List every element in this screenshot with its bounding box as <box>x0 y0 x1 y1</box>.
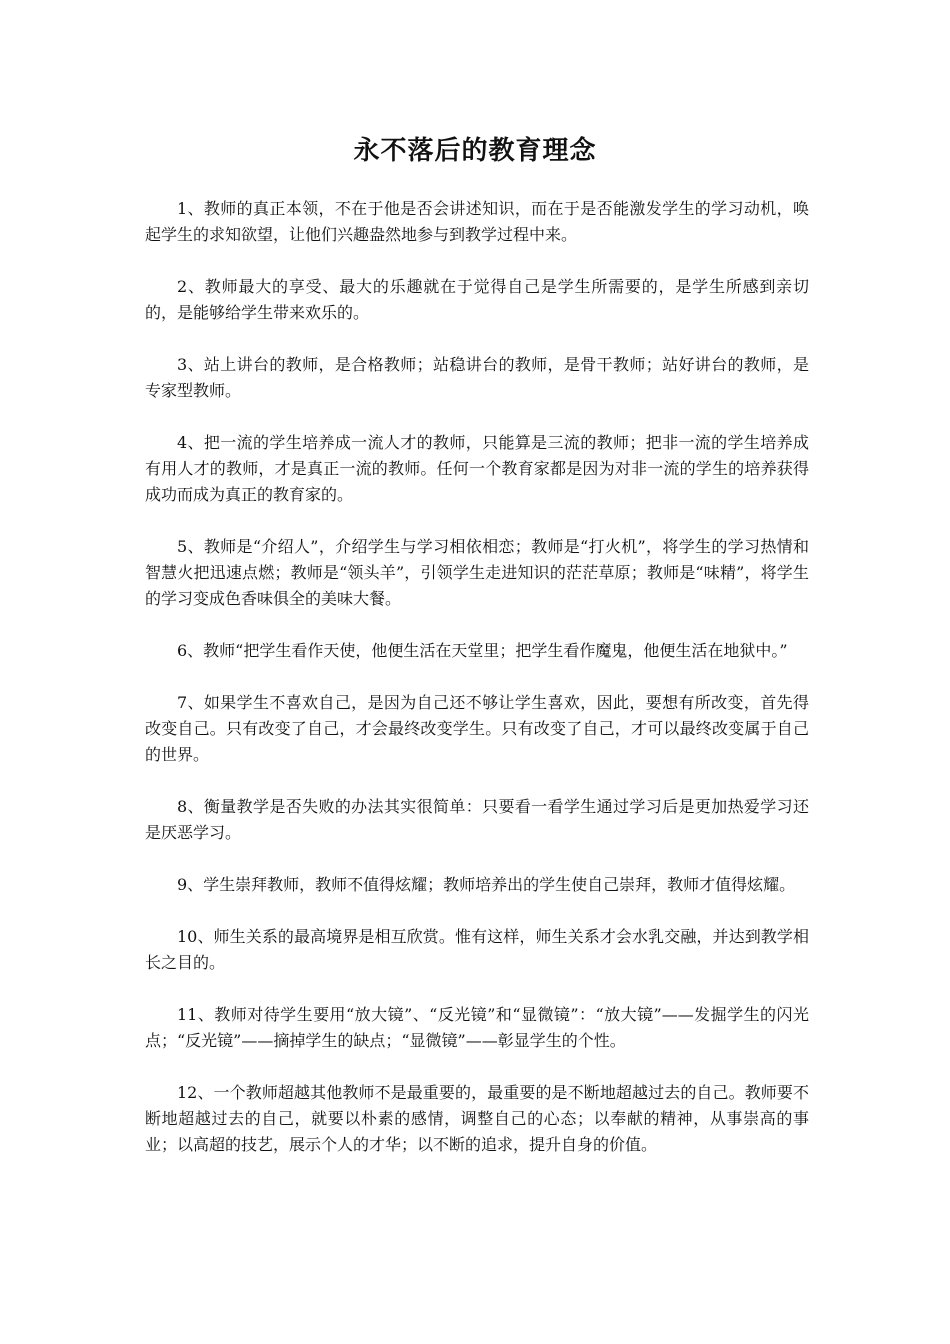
paragraph-8: 8、衡量教学是否失败的办法其实很简单：只要看一看学生通过学习后是更加热爱学习还是厌恶学习。 <box>145 797 809 842</box>
paragraph-6: 6、教师“把学生看作天使，他便生活在天堂里；把学生看作魔鬼，他便生活在地狱中。” <box>177 641 788 660</box>
document-body <box>145 196 809 1184</box>
paragraph-3: 3、站上讲台的教师，是合格教师；站稳讲台的教师，是骨干教师；站好讲台的教师，是专家型教师。 <box>145 355 809 400</box>
paragraph-7: 7、如果学生不喜欢自己，是因为自己还不够让学生喜欢，因此，要想有所改变，首先得改变自己。只有改变了自己，才会最终改变学生。只有改变了自己，才可以最终改变属于自己的世界。 <box>145 693 809 764</box>
paragraph-5: 5、教师是“介绍人”，介绍学生与学习相依相恋；教师是“打火机”，将学生的学习热情和智慧火把迅速点燃；教师是“领头羊”，引领学生走进知识的茫茫草原；教师是“味精”，将学生的学习变成色香味俱全的美味大餐。 <box>145 537 809 608</box>
paragraph-10: 10、师生关系的最高境界是相互欣赏。惟有这样，师生关系才会水乳交融，并达到教学相长之目的。 <box>145 927 809 972</box>
paragraph-9: 9、学生崇拜教师，教师不值得炫耀；教师培养出的学生使自己崇拜，教师才值得炫耀。 <box>177 875 796 894</box>
paragraph-2: 2、教师最大的享受、最大的乐趣就在于觉得自己是学生所需要的，是学生所感到亲切的，是能够给学生带来欢乐的。 <box>145 277 809 322</box>
document-title: 永不落后的教育理念 <box>353 136 597 166</box>
paragraph-11: 11、教师对待学生要用“放大镜”、“反光镜”和“显微镜”：“放大镜”——发掘学生的闪光点；“反光镜”——摘掉学生的缺点；“显微镜”——彰显学生的个性。 <box>145 1005 809 1050</box>
paragraph-1: 1、教师的真正本领，不在于他是否会讲述知识，而在于是否能激发学生的学习动机，唤起学生的求知欲望，让他们兴趣盎然地参与到教学过程中来。 <box>145 199 809 244</box>
paragraph-4: 4、把一流的学生培养成一流人才的教师，只能算是三流的教师；把非一流的学生培养成有用人才的教师，才是真正一流的教师。任何一个教育家都是因为对非一流的学生的培养获得成功而成为真正的教育家的。 <box>145 433 809 504</box>
paragraph-12: 12、一个教师超越其他教师不是最重要的，最重要的是不断地超越过去的自己。教师要不断地超越过去的自己，就要以朴素的感情，调整自己的心态；以奉献的精神，从事崇高的事业；以高超的技艺，展示个人的才华；以不断的追求，提升自身的价值。 <box>145 1083 809 1154</box>
